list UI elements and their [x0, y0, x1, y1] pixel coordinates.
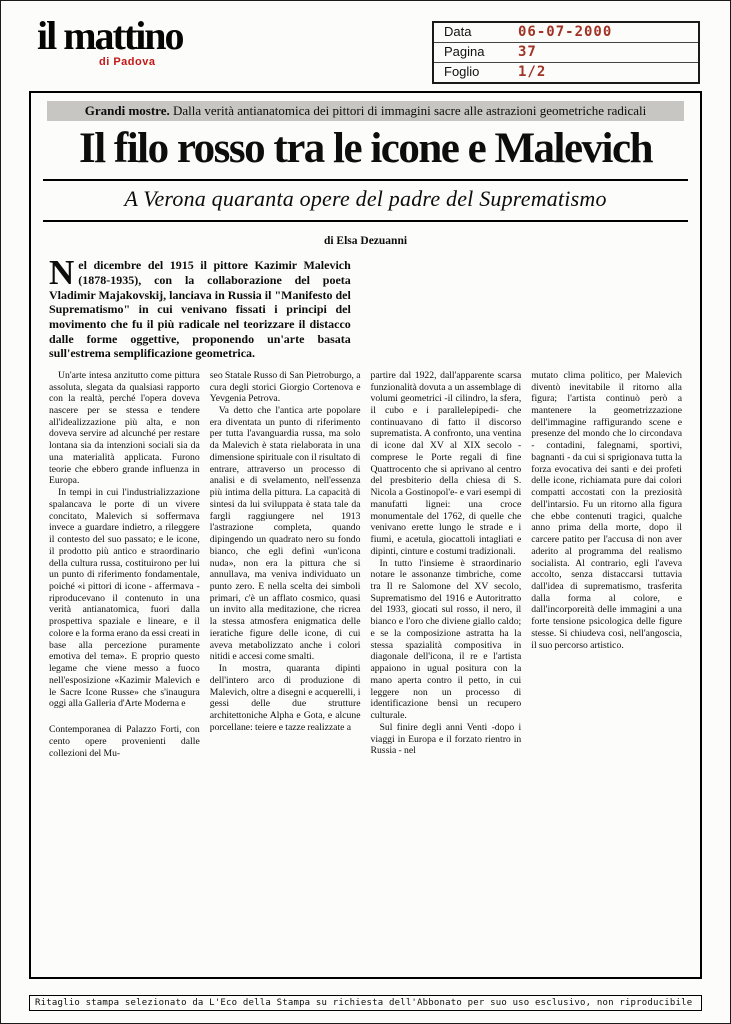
clipping-service-notice: Ritaglio stampa selezionato da L'Eco della Stampa su richiesta dell'Abbonato per suo uso esclusivo, non riproducibile [29, 995, 702, 1011]
paragraph: Contemporanea di Palazzo Forti, con cento opere provenienti dalle collezioni del Mu- [49, 724, 200, 759]
masthead-subtitle: di Padova [99, 56, 156, 68]
info-row-date [434, 23, 698, 43]
paragraph: In tutto l'insieme è straordinario notare le assonanze timbriche, come tra Il re Salomone del XV secolo, Suprematismo del 1916 e Autoritratto del 1933, giocati sul rosso, il nero, il bianco e l'oro che diviene giallo caldo; e se la composizione astratta ha la stessa spazialità compositiva in diagonale dell'icona, il re e l'artista appaiono in ugual positura con la mano aperta contro il petto, in cui leggere non un processo di identificazione bensì un recupero culturale. [370, 557, 522, 722]
press-clipping-info-box [432, 21, 700, 84]
body-column-3 [371, 370, 522, 760]
paragraph: Un'arte intesa anzitutto come pittura assoluta, slegata da qualsiasi rapporto con la realtà, perché l'opera doveva nascere per se stessa e tendere all'idealizzazione più alta, e non doveva servire ad alcunché per restare lontana sia da intenzioni sociali sia da una materialità applicata. Furono teorie che ebbero grande influenza in Europa. [49, 369, 200, 487]
byline: di Elsa Dezuanni [323, 235, 408, 248]
body-column-4 [531, 370, 682, 760]
paragraph: Sul finire degli anni Venti -dopo i viaggi in Europa e il forzato rientro in Russia - nel [370, 721, 522, 757]
kicker [47, 101, 683, 121]
drop-cap: N [49, 253, 75, 293]
body-column-2 [210, 370, 361, 760]
page-value: 37 [518, 44, 537, 60]
info-row-sheet [434, 63, 698, 82]
sheet-value: 1/2 [518, 64, 547, 80]
kicker-lead-in: Grandi mostre. [84, 103, 170, 118]
page-label: Pagina [444, 44, 485, 59]
sheet-label: Foglio [444, 64, 480, 79]
masthead-title: il mattino [37, 13, 183, 58]
paragraph: In mostra, quaranta dipinti dell'intero arco di produzione di Malevich, oltre a disegni e acquerelli, i gessi delle due strutture architettoniche Alpha e Gota, e alcune porcellane: teiere e tazze realizzate a [209, 663, 361, 733]
clipping-header [1, 1, 730, 87]
kicker-text: Dalla verità antianatomica dei pittori di immagini sacre alle astrazioni geometriche radicali [169, 103, 647, 118]
date-label: Data [444, 24, 472, 39]
lead-text: el dicembre del 1915 il pittore Kazimir Malevich (1878-1935), con la collaborazione del poeta Vladimir Majakovskij, lanciava in Russia il "Manifesto del Suprematismo" in cui venivano fissati i principi del movimento che fu il più radicale nel teorizzare il distacco dalle forme oggettive, proponendo un'arte basata sull'estrema semplificazione geometrica. [49, 258, 351, 361]
info-row-page [434, 43, 698, 63]
body-columns [49, 370, 682, 760]
date-value: 06-07-2000 [518, 24, 613, 40]
paragraph: seo Statale Russo di San Pietroburgo, a cura degli storici Giorgio Cortenova e Yevgenia Petrova. [209, 369, 361, 405]
paragraph: In tempi in cui l'industrializzazione spalancava le porte di un vivere concitato, Malevich si soffermava invece a guardare indietro, a rileggere il contesto del suo passato; e le icone, il prodotto più antico e straordinario della cultura russa, costituirono per lui un punto di riferimento fondamentale, poiché «i pittori di icone - affermava - riproducevano il contenuto in una verità antianatomica, fuori dalla prospettiva spaziale e lineare, e il colore e la forma erano da essi creati in base alla percezione puramente emotiva del tema». E proprio questo legame che viene messo a fuoco nell'esposizione «Kazimir Malevich e le Sacre Icone Russe» che s'inaugura oggi alla Galleria d'Arte Moderna e [49, 487, 200, 710]
subhead: A Verona quaranta opere del padre del Suprematismo [124, 186, 607, 212]
body-column-1 [49, 370, 200, 760]
masthead [37, 13, 183, 68]
article-box [29, 91, 702, 979]
headline: Il filo rosso tra le icone e Malevich [78, 125, 653, 173]
paragraph: mutato clima politico, per Malevich diventò inevitabile il ritorno alla figura; l'artista continuò però a mantenere la geometrizzazione dell'immagine raffigurando scene e presenze del mondo che lo circondava - contadini, falegnami, sportivi, bagnanti - da cui si sprigionava tutta la forza evocativa dei santi e dei profeti delle icone, richiamata pure dai colori compatti accostati con la preziosità dell'intarsio. Fu un ritorno alla figura che ebbe contenuti tragici, qualche anno prima della morte, dopo il carcere patito per l'accusa di non aver aderito al programma del realismo socialista. Al contrario, egli l'aveva accolto, senza distaccarsi tuttavia dall'idea di suprematismo, trasferita dalla forma al colore, e dall'incorporeità delle immagini a una forte tensione psicologica delle figure stesse. Si chiudeva così, nell'angoscia, il suo percorso artistico. [531, 369, 682, 651]
paragraph: Va detto che l'antica arte popolare era diventata un punto di riferimento per tutta l'avanguardia russa, ma solo da Malevich è stata rielaborata in una dimensione spirituale con il risultato di entrare, attraverso un processo di analisi e di svelamento, nell'essenza più intima della pittura. La capacità di sintesi da lui sviluppata è stata tale da fargli raggiungere nel 1913 l'astrazione completa, quando dipingendo un quadrato nero su fondo bianco, che egli definì «un'icona nuda», non era la pittura che si annullava, ma veniva individuato un punto zero. E nella scelta dei simboli primari, c'è un afflato cosmico, quasi un invito alla meditazione, che ricrea la stessa atmosfera enigmatica delle ieratiche figure delle icone, di cui aveva metabolizzato anche i colori nitidi e accesi come smalti. [209, 404, 361, 663]
subhead-rule-block [43, 179, 688, 222]
lead-paragraph [49, 253, 351, 361]
paragraph: partire dal 1922, dall'apparente scarsa funzionalità dovuta a un assemblage di volumi geometrici -il cilindro, la sfera, il cubo e i parallelepipedi- che continuavano di fatto il discorso suprematista. A confronto, una ventina di icone dal XV al XIX secolo -comprese le Porte regali di fine Quattrocento che si aprivano al centro del presbiterio della chiesa di S. Nicola a Gostinopol'e- e vari esempi di manufatti lignei: una croce monumentale del 1762, di quelle che venivano erette lungo le strade e i fiumi, e acetula, giocattoli intagliati e dipinti, cinture e costumi tradizionali. [370, 369, 522, 557]
